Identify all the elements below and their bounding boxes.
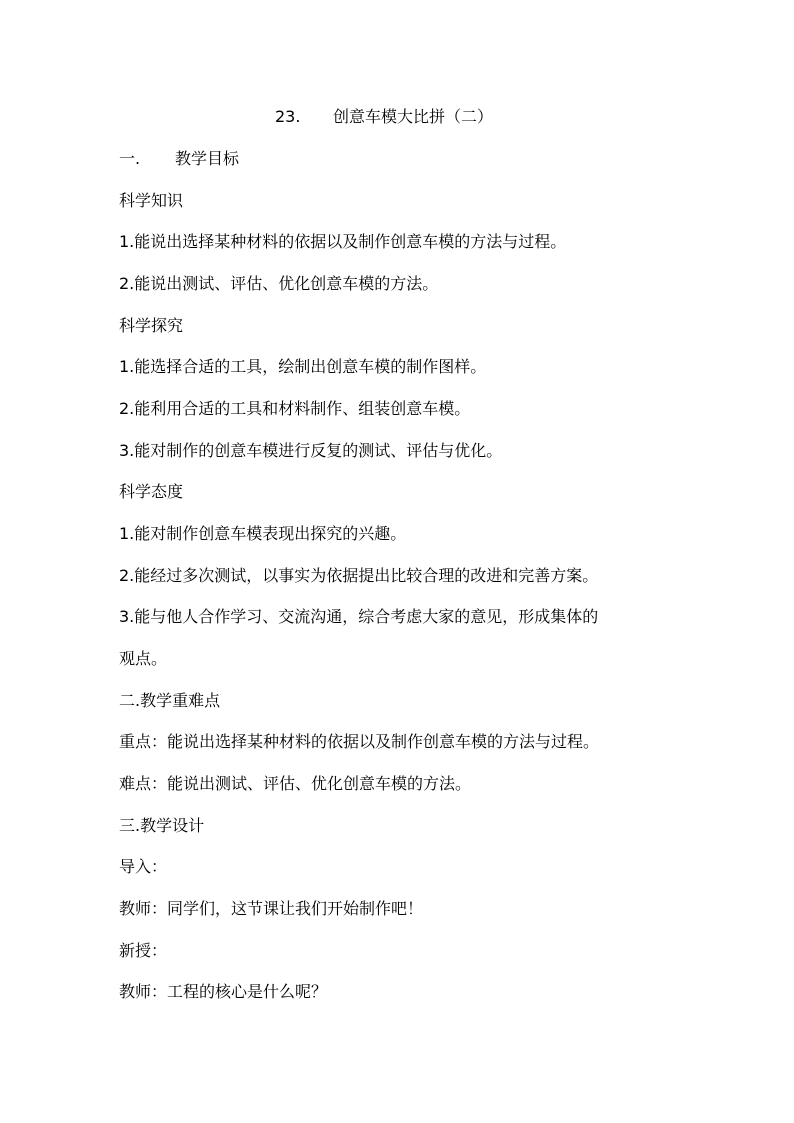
subheading-inquiry: 科学探究 bbox=[119, 316, 184, 335]
knowledge-item: 1.能说出选择某种材料的依据以及制作创意车模的方法与过程。 bbox=[119, 232, 567, 251]
lesson-title bbox=[275, 106, 493, 128]
inquiry-item: 1.能选择合适的工具，绘制出创意车模的制作图样。 bbox=[119, 357, 487, 376]
intro-label: 导入： bbox=[119, 857, 168, 876]
attitude-item: 3.能与他人合作学习、交流沟通，综合考虑大家的意见，形成集体的 bbox=[119, 607, 599, 626]
difficult-point: 难点：能说出测试、评估、优化创意车模的方法。 bbox=[119, 774, 472, 793]
section-number: 一. bbox=[119, 149, 141, 168]
key-point: 重点：能说出选择某种材料的依据以及制作创意车模的方法与过程。 bbox=[119, 732, 600, 751]
knowledge-item: 2.能说出测试、评估、优化创意车模的方法。 bbox=[119, 274, 439, 293]
inquiry-item: 3.能对制作的创意车模进行反复的测试、评估与优化。 bbox=[119, 441, 503, 460]
lesson-title-text: 创意车模大比拼（二） bbox=[333, 107, 494, 126]
lesson-number: 23. bbox=[275, 107, 301, 126]
section-heading-objectives bbox=[119, 148, 239, 170]
section-heading-design: 三.教学设计 bbox=[119, 816, 205, 835]
intro-text: 教师：同学们，这节课让我们开始制作吧！ bbox=[119, 899, 424, 918]
section-heading-key-points: 二.教学重难点 bbox=[119, 691, 221, 710]
new-lesson-text: 教师：工程的核心是什么呢？ bbox=[119, 982, 328, 1001]
attitude-item-continued: 观点。 bbox=[119, 649, 168, 668]
subheading-attitude: 科学态度 bbox=[119, 482, 184, 501]
section-heading-text: 教学目标 bbox=[175, 149, 240, 168]
subheading-knowledge: 科学知识 bbox=[119, 191, 184, 210]
inquiry-item: 2.能利用合适的工具和材料制作、组装创意车模。 bbox=[119, 399, 471, 418]
attitude-item: 2.能经过多次测试，以事实为依据提出比较合理的改进和完善方案。 bbox=[119, 566, 599, 585]
new-lesson-label: 新授： bbox=[119, 941, 168, 960]
attitude-item: 1.能对制作创意车模表现出探究的兴趣。 bbox=[119, 524, 407, 543]
